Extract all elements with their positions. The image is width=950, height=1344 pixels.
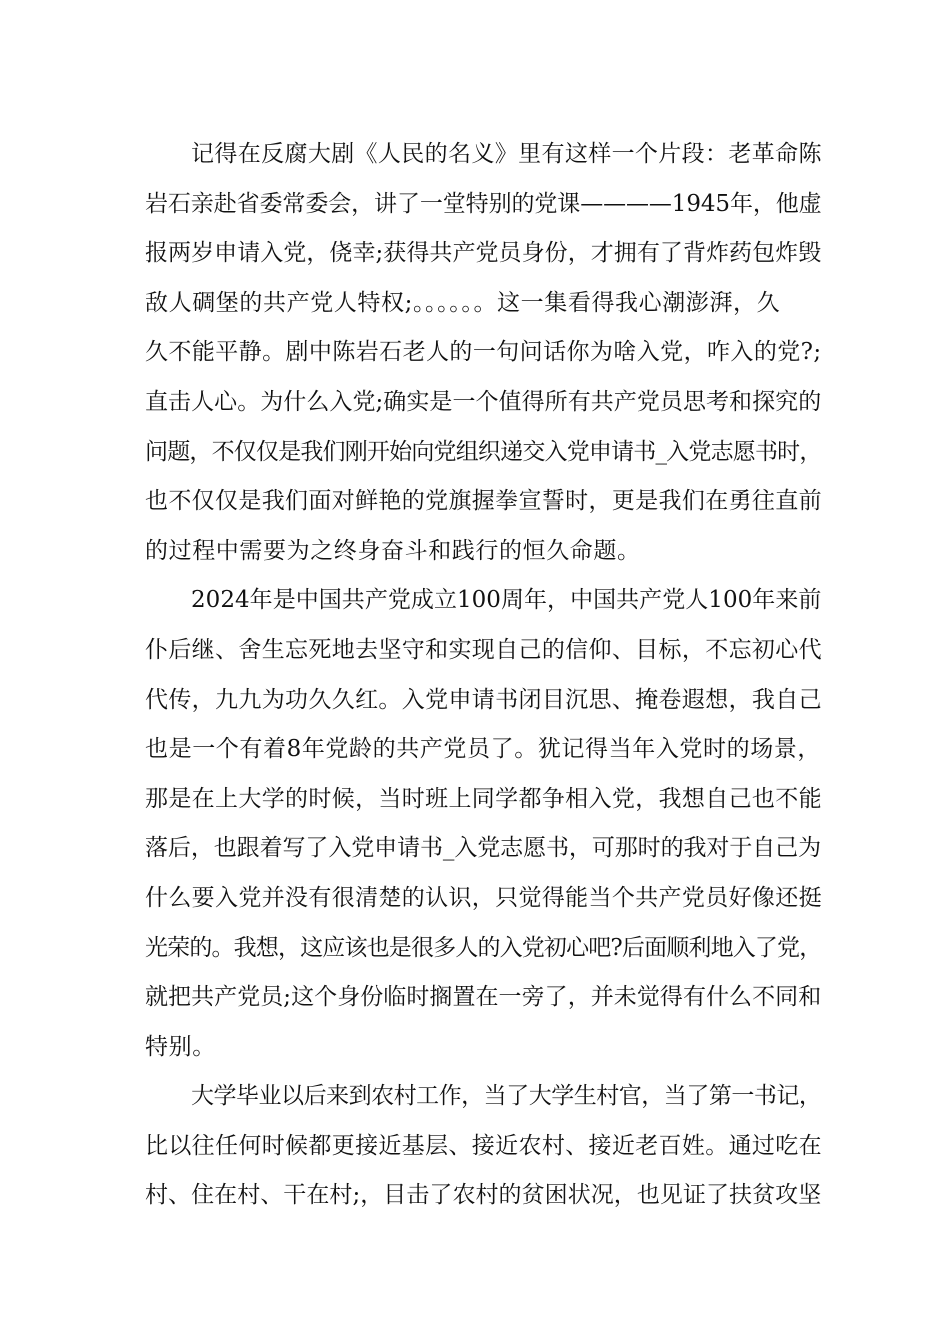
text-line: 落后，也跟着写了入党申请书_入党志愿书，可那时的我对于自己为	[145, 835, 822, 862]
text-line: 久不能平静。剧中陈岩石老人的一句问话你为啥入党，咋入的党?;	[145, 339, 822, 366]
text-line: 比以往任何时候都更接近基层、接近农村、接近老百姓。通过吃在	[145, 1132, 822, 1159]
text-line: 岩石亲赴省委常委会，讲了一堂特别的党课————1945年，他虚	[145, 190, 822, 217]
text-line: 问题，不仅仅是我们刚开始向党组织递交入党申请书_入党志愿书时，	[145, 438, 822, 465]
document-body	[145, 130, 823, 1221]
text-line: 也不仅仅是我们面对鲜艳的党旗握拳宣誓时，更是我们在勇往直前	[145, 488, 822, 515]
paragraph-3	[145, 1072, 823, 1221]
text-line: 代传，九九为功久久红。入党申请书闭目沉思、掩卷遐想，我自己	[145, 686, 822, 713]
text-line: 光荣的。我想，这应该也是很多人的入党初心吧?后面顺利地入了党，	[145, 934, 822, 961]
text-line: 什么要入党并没有很清楚的认识，只觉得能当个共产党员好像还挺	[145, 884, 822, 911]
text-line: 仆后继、舍生忘死地去坚守和实现自己的信仰、目标，不忘初心代	[145, 636, 822, 663]
text-line: 特别。	[145, 1033, 216, 1060]
text-line: 也是一个有着8年党龄的共产党员了。犹记得当年入党时的场景，	[145, 736, 822, 763]
text-line: 报两岁申请入党，侥幸;获得共产党员身份，才拥有了背炸药包炸毁	[145, 240, 822, 267]
text-line: 那是在上大学的时候，当时班上同学都争相入党，我想自己也不能	[145, 785, 822, 812]
paragraph-1	[145, 130, 823, 576]
text-line: 村、住在村、干在村;，目击了农村的贫困状况，也见证了扶贫攻坚	[145, 1182, 822, 1209]
text-line: 大学毕业以后来到农村工作，当了大学生村官，当了第一书记，	[191, 1083, 822, 1110]
paragraph-2	[145, 576, 823, 1072]
text-line: 就把共产党员;这个身份临时搁置在一旁了，并未觉得有什么不同和	[145, 984, 822, 1011]
text-line: 记得在反腐大剧《人民的名义》里有这样一个片段：老革命陈	[191, 141, 822, 167]
text-line: 直击人心。为什么入党;确实是一个值得所有共产党员思考和探究的	[145, 388, 822, 415]
text-line: 2024年是中国共产党成立100周年，中国共产党人100年来前	[191, 587, 822, 614]
text-line: 的过程中需要为之终身奋斗和践行的恒久命题。	[145, 537, 641, 564]
text-line: 敌人碉堡的共产党人特权;。。。。。。这一集看得我心潮澎湃，久	[145, 289, 781, 316]
